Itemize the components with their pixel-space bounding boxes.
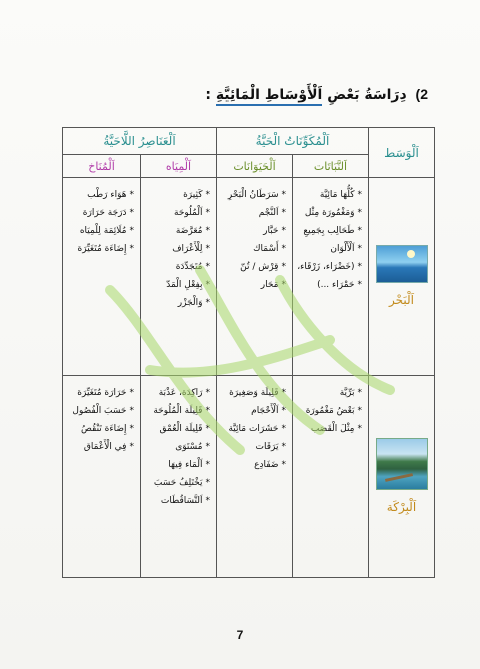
list-item-text: كَثِيرَة xyxy=(183,190,203,200)
list-item-text: سَرَطَانُ الْبَحْرِ xyxy=(227,190,279,200)
animals-list xyxy=(217,376,292,480)
list-item-text: حَبَّار xyxy=(263,226,279,236)
bullet-icon: * xyxy=(205,423,210,434)
bullet-icon: * xyxy=(129,441,134,452)
water-cell xyxy=(141,178,217,376)
list-item-text: قَلِيلَة الْمُلُوحَة xyxy=(153,405,203,416)
header-living-components: اَلْمُكَوِّنَاتُ الْحَيَّةُ xyxy=(217,128,369,155)
bullet-icon: * xyxy=(357,190,362,200)
list-item-text: اَلنَّجْم xyxy=(258,208,279,218)
bullet-icon: * xyxy=(129,423,134,434)
bullet-icon: * xyxy=(357,262,362,272)
list-item xyxy=(145,422,210,437)
bullet-icon: * xyxy=(281,226,286,236)
bullet-icon: * xyxy=(281,262,286,272)
list-item-text: اَلْأَلْوَان xyxy=(330,244,355,254)
bullet-icon: * xyxy=(205,495,210,506)
plants-list xyxy=(293,376,368,444)
climate-list xyxy=(63,178,140,264)
list-item xyxy=(221,242,286,257)
header-nonliving-elements: اَلْعَنَاصِرُ اللَّاحَيَّةُ xyxy=(63,128,217,155)
plants-cell xyxy=(293,178,369,376)
lake-photo-icon xyxy=(376,438,428,490)
list-item-text: لِلْأَعْرَاف xyxy=(172,244,203,254)
bullet-icon: * xyxy=(357,226,362,236)
list-item-text: اَلْمَاء فِيهَا xyxy=(168,459,203,470)
list-item xyxy=(297,278,362,293)
list-item-text: حَشَرَات مَائِيَّة xyxy=(228,423,279,434)
list-item xyxy=(297,386,362,401)
bullet-icon: * xyxy=(357,423,362,434)
bullet-icon: * xyxy=(205,405,210,416)
medium-label: اَلْبِرْكَة xyxy=(386,500,417,515)
header-water: اَلْمِيَاه xyxy=(141,155,217,178)
list-item xyxy=(67,422,134,437)
bullet-icon: * xyxy=(281,387,286,398)
bullet-icon: * xyxy=(281,441,286,452)
bullet-icon: * xyxy=(357,244,362,254)
water-list xyxy=(141,376,216,516)
animals-list xyxy=(217,178,292,300)
bullet-icon: * xyxy=(357,280,362,290)
list-item-text: اَلْأَحْجَام xyxy=(251,405,279,416)
bullet-icon: * xyxy=(281,423,286,434)
list-item-text: فِي الْأَعْمَاق xyxy=(83,441,127,452)
list-item-text: مُعَرَّضَة xyxy=(175,226,203,236)
list-item xyxy=(221,422,286,437)
list-item-text: وَالْجَزْر xyxy=(177,298,203,308)
list-item-text: مَحَار xyxy=(260,280,279,290)
list-item-text: مُتَجَدِّدَة xyxy=(175,262,203,272)
list-item xyxy=(221,278,286,293)
list-item xyxy=(145,296,210,311)
list-item-text: بِفِعْلِ الْمَدّ xyxy=(166,280,203,290)
list-item-text: بَرِّيَّة xyxy=(339,387,355,398)
list-item xyxy=(67,206,134,221)
list-item-text: اَلْمُلُوحَة xyxy=(174,208,203,218)
list-item xyxy=(221,458,286,473)
bullet-icon: * xyxy=(129,387,134,398)
list-item xyxy=(67,224,134,239)
bullet-icon: * xyxy=(281,190,286,200)
bullet-icon: * xyxy=(281,244,286,254)
list-item-text: وَمَغْمُورَة مِثْل xyxy=(304,208,355,218)
list-item-text: (خَضْرَاء، زَرْقَاء، xyxy=(297,262,355,272)
bullet-icon: * xyxy=(205,387,210,398)
list-item-text: دَرَجَة حَرَارَة xyxy=(82,208,127,218)
page-number: 7 xyxy=(236,628,244,642)
study-table-wrapper xyxy=(62,127,434,578)
list-item-text: ضَفَادِع xyxy=(254,459,279,470)
bullet-icon: * xyxy=(205,244,210,254)
list-item xyxy=(297,188,362,203)
section-title-highlight: اَلْأَوْسَاطِ الْمَائِيَّةِ xyxy=(216,87,323,106)
bullet-icon: * xyxy=(357,208,362,218)
list-item xyxy=(67,386,134,401)
climate-cell xyxy=(63,375,141,577)
bullet-icon: * xyxy=(129,244,134,254)
sea-photo-icon xyxy=(376,245,428,283)
bullet-icon: * xyxy=(129,405,134,416)
list-item xyxy=(145,278,210,293)
medium-cell xyxy=(369,178,435,376)
list-item xyxy=(297,404,362,419)
list-item xyxy=(221,440,286,455)
list-item-text: حَمْرَاء ...) xyxy=(317,280,355,290)
bullet-icon: * xyxy=(205,477,210,488)
list-item xyxy=(221,188,286,203)
animals-cell xyxy=(217,375,293,577)
climate-list xyxy=(63,376,140,462)
table-row xyxy=(63,375,435,577)
list-item xyxy=(145,494,210,509)
list-item xyxy=(67,440,134,455)
list-item-text: حَرَارَة مُتَغَيِّرَة xyxy=(77,387,127,398)
water-list xyxy=(141,178,216,318)
bullet-icon: * xyxy=(205,226,210,236)
list-item-text: قَلِيلَة الْعُمْق xyxy=(159,423,203,434)
list-item xyxy=(145,440,210,455)
bullet-icon: * xyxy=(281,405,286,416)
list-item xyxy=(297,422,362,437)
list-item xyxy=(221,404,286,419)
plants-cell xyxy=(293,375,369,577)
list-item xyxy=(221,206,286,221)
list-item-text: بَعْضُ مَغْمُورَة xyxy=(305,405,355,416)
list-item-text: أَسْمَاك xyxy=(253,244,279,254)
section-title xyxy=(205,86,428,103)
list-item-text: رَاكِدَة، عَذْبَة xyxy=(158,387,203,398)
list-item xyxy=(297,260,362,275)
list-item xyxy=(145,404,210,419)
list-item-text: قِرْش / تُنّ xyxy=(240,262,279,272)
animals-cell xyxy=(217,178,293,376)
list-item-text: طَحَالِب بِجَمِيعِ xyxy=(303,226,355,236)
bullet-icon: * xyxy=(205,298,210,308)
header-plants: اَلنَّبَاتَات xyxy=(293,155,369,178)
bullet-icon: * xyxy=(281,459,286,470)
list-item xyxy=(145,260,210,275)
bullet-icon: * xyxy=(281,208,286,218)
list-item xyxy=(67,188,134,203)
plants-list xyxy=(293,178,368,300)
bullet-icon: * xyxy=(205,280,210,290)
list-item xyxy=(221,386,286,401)
bullet-icon: * xyxy=(205,441,210,452)
water-cell xyxy=(141,375,217,577)
list-item xyxy=(297,206,362,221)
list-item xyxy=(145,188,210,203)
bullet-icon: * xyxy=(205,190,210,200)
list-item-text: اَلتَّسَاقُطَات xyxy=(160,495,203,506)
list-item-text: يَخْتَلِفُ حَسَبَ xyxy=(153,477,203,488)
list-item-text: مُلَائِمَة لِلْمِيَاه xyxy=(79,226,127,236)
list-item-text: مِثْلَ الْقَصَب xyxy=(310,423,355,434)
bullet-icon: * xyxy=(281,280,286,290)
list-item-text: يَرَقَات xyxy=(255,441,279,452)
bullet-icon: * xyxy=(205,208,210,218)
bullet-icon: * xyxy=(129,208,134,218)
list-item-text: مُسْتَوَى xyxy=(175,441,203,452)
list-item xyxy=(297,242,362,257)
list-item-text: هَوَاء رَطْب xyxy=(87,190,127,200)
list-item xyxy=(145,476,210,491)
list-item-text: إِضَاءَة تَنْقُصُ xyxy=(81,423,127,434)
list-item xyxy=(221,224,286,239)
list-item-text: قَلِيلَة وَصَغِيرَة xyxy=(229,387,279,398)
header-animals: اَلْحَيَوَانَات xyxy=(217,155,293,178)
climate-cell xyxy=(63,178,141,376)
sun-icon xyxy=(407,250,415,258)
section-title-colon: : xyxy=(205,87,211,103)
list-item-text: إِضَاءَة مُتَغَيِّرَة xyxy=(77,244,127,254)
bullet-icon: * xyxy=(357,387,362,398)
header-medium: اَلْوَسَط xyxy=(369,128,435,178)
list-item xyxy=(145,206,210,221)
list-item xyxy=(67,242,134,257)
dock-icon xyxy=(384,474,412,483)
list-item xyxy=(221,260,286,275)
header-climate: اَلْمُنَاخ xyxy=(63,155,141,178)
list-item xyxy=(145,224,210,239)
list-item xyxy=(145,458,210,473)
list-item xyxy=(67,404,134,419)
bullet-icon: * xyxy=(205,262,210,272)
aquatic-media-table xyxy=(62,127,435,578)
section-title-text: دِرَاسَةُ بَعْضِ xyxy=(327,87,407,103)
bullet-icon: * xyxy=(357,405,362,416)
bullet-icon: * xyxy=(129,226,134,236)
list-item xyxy=(297,224,362,239)
medium-cell xyxy=(369,375,435,577)
list-item xyxy=(145,242,210,257)
medium-label: اَلْبَحْر xyxy=(389,293,414,308)
table-row xyxy=(63,178,435,376)
section-number: 2) xyxy=(415,86,428,102)
list-item-text: حَسَبَ الْفُصُول xyxy=(72,405,127,416)
bullet-icon: * xyxy=(129,190,134,200)
list-item xyxy=(145,386,210,401)
list-item-text: كُلُّهَا مَائِيَّة xyxy=(319,190,355,200)
bullet-icon: * xyxy=(205,459,210,470)
